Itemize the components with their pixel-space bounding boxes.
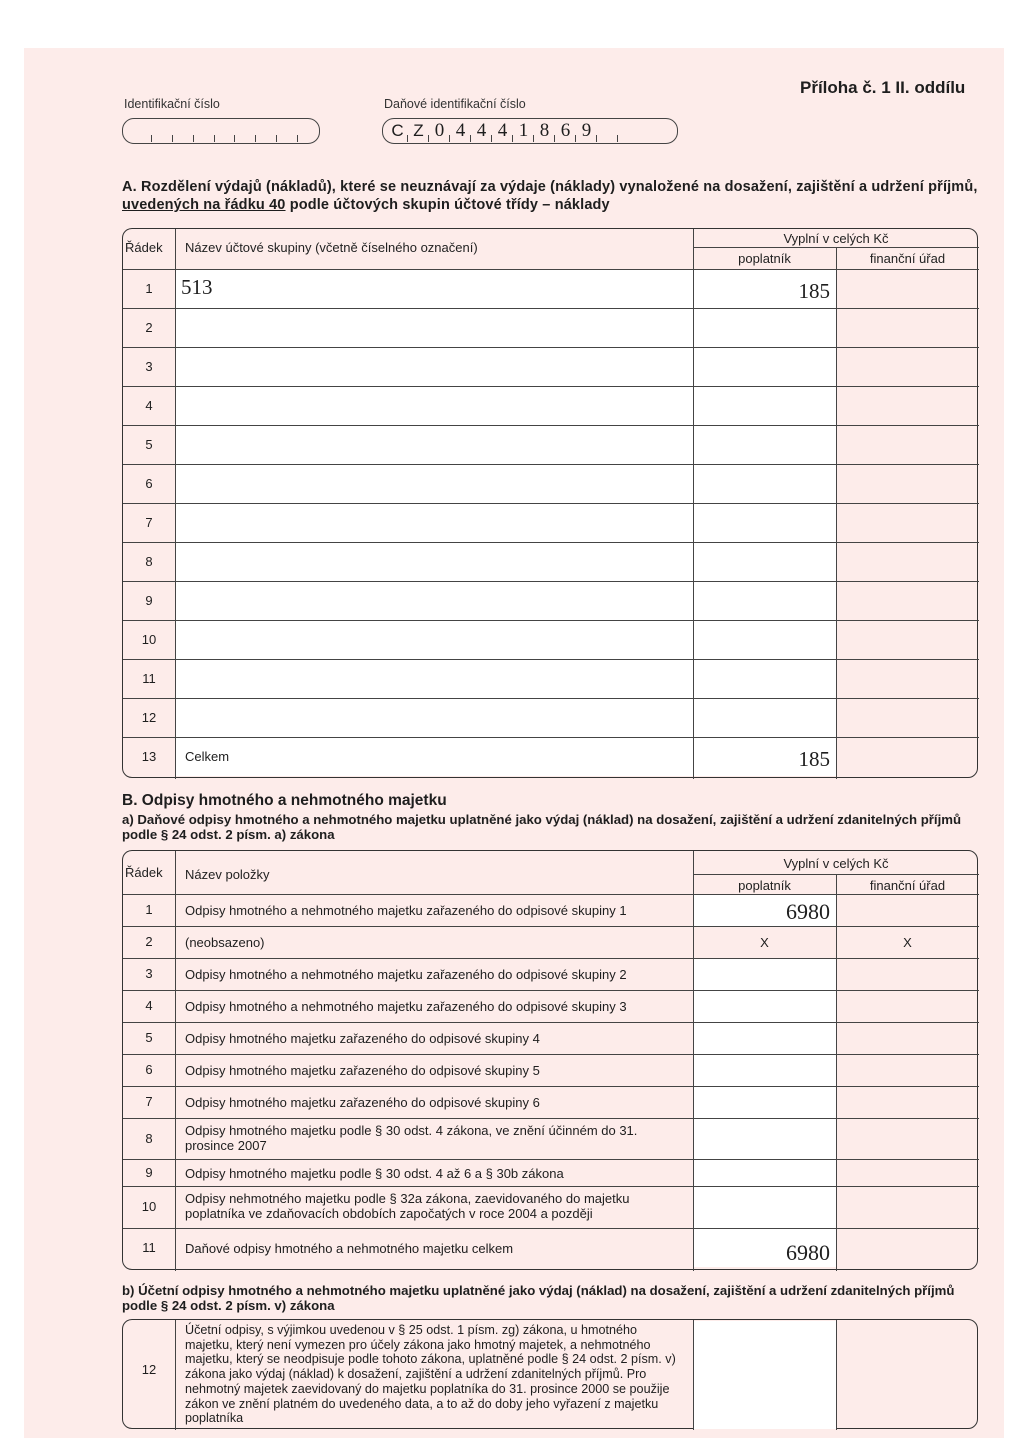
input-cell[interactable]: [176, 426, 693, 464]
item-name: Odpisy hmotného a nehmotného majetku zařazeného do odpisové skupiny 1: [185, 903, 627, 918]
column-divider: [175, 229, 176, 779]
input-cell[interactable]: [694, 348, 836, 386]
col-header-office: finanční úřad: [869, 251, 946, 266]
row-divider: [123, 1186, 979, 1187]
column-divider: [175, 1320, 176, 1430]
input-cell[interactable]: [694, 959, 836, 990]
row-number: 4: [145, 398, 153, 413]
input-cell[interactable]: [694, 1055, 836, 1086]
row-number: 12: [141, 710, 157, 725]
row-number: 4: [145, 998, 153, 1013]
input-cell[interactable]: [694, 309, 836, 347]
row-number: 6: [145, 476, 153, 491]
payer-amount: 6980: [786, 1240, 830, 1265]
row-number: 10: [141, 632, 157, 647]
row-divider: [123, 1159, 979, 1160]
input-cell[interactable]: [694, 660, 836, 698]
row-divider: [123, 386, 979, 387]
row-divider: [123, 1228, 979, 1229]
col-header-payer: poplatník: [738, 251, 791, 266]
input-cell[interactable]: [694, 1321, 836, 1429]
section-b-a-title: a) Daňové odpisy hmotného a nehmotného majetku uplatněné jako výdaj (náklad) na dosažení, zajištění a udržení zdanitelných příjmů podle § 24 odst. 2 písm. a) zákona: [122, 812, 962, 842]
column-divider: [836, 1320, 837, 1430]
input-cell[interactable]: [694, 504, 836, 542]
row-divider: [123, 1118, 979, 1119]
column-divider: [836, 247, 837, 779]
row-divider: [123, 1054, 979, 1055]
row-number: 1: [145, 902, 153, 917]
row-number: 9: [145, 593, 153, 608]
col-header-fill: Vyplní v celých Kč: [783, 856, 889, 871]
tax-id-label: Daňové identifikační číslo: [384, 97, 526, 111]
row-divider: [123, 737, 979, 738]
input-cell[interactable]: [694, 1087, 836, 1118]
row-divider: [123, 503, 979, 504]
section-b-b-title: b) Účetní odpisy hmotného a nehmotného majetku uplatněné jako výdaj (náklad) na dosažení, zajištění a udržení zdanitelných příjmů podle § 24 odst. 2 písm. v) zákona: [122, 1283, 955, 1313]
not-applicable-mark: X: [760, 935, 769, 950]
row-number: 5: [145, 1030, 153, 1045]
input-cell[interactable]: [176, 387, 693, 425]
item-name: Odpisy hmotného majetku zařazeného do odpisové skupiny 5: [185, 1063, 540, 1078]
row-divider: [123, 958, 979, 959]
row-number: 11: [142, 1239, 156, 1255]
col-header-row: Řádek: [125, 240, 163, 255]
input-cell[interactable]: [694, 1119, 836, 1159]
input-cell[interactable]: [176, 348, 693, 386]
input-cell[interactable]: [176, 699, 693, 737]
attachment-title: Příloha č. 1 II. oddílu: [800, 78, 966, 97]
tax-id-char: [618, 119, 639, 143]
input-cell[interactable]: [694, 1023, 836, 1054]
item-name: Účetní odpisy, s výjimkou uvedenou v § 25 odst. 1 písm. zg) zákona, u hmotného majetku, který není vymezen pro účely zákona jako hmotný majetek, a nehmotného majetku, který se neodpisuje podle tohoto zákona, uplatněné podle § 24 odst. 2 písm. v) zákona jako výdaj (náklad) k dosažení, zajištění a udržení zdanitelných příjmů. Pro nehmotný majetek zaevidovaný do majetku poplatníka do 31. prosince 2000 se použije zákon ve znění platném do uvedeného data, a to až do doby jeho vyřazení z majetku poplatníka: [185, 1323, 676, 1426]
input-cell[interactable]: [694, 1160, 836, 1186]
input-cell[interactable]: [176, 543, 693, 581]
input-cell[interactable]: [176, 738, 693, 776]
section-a-title: A. Rozdělení výdajů (nákladů), které se neuznávají za výdaje (náklady) vynaložené na dosažení, zajištění a udržení příjmů, uvedených na řádku 40 podle účtových skupin účtové třídy – náklady: [122, 179, 978, 213]
column-divider: [175, 851, 176, 1271]
item-name: Odpisy hmotného a nehmotného majetku zařazeného do odpisové skupiny 2: [185, 967, 627, 982]
col-header-office: finanční úřad: [869, 878, 946, 893]
input-cell[interactable]: [176, 309, 693, 347]
row-divider: [123, 698, 979, 699]
tax-id-char: 8: [534, 119, 555, 143]
row-number: 5: [145, 437, 153, 452]
input-cell[interactable]: [176, 621, 693, 659]
input-cell[interactable]: [694, 543, 836, 581]
id-number-field[interactable]: [122, 118, 320, 144]
input-cell[interactable]: [694, 991, 836, 1022]
row-number: 6: [145, 1062, 153, 1077]
item-name: Daňové odpisy hmotného a nehmotného majetku celkem: [185, 1240, 514, 1256]
col-header-name: Název účtové skupiny (včetně číselného označení): [185, 240, 478, 255]
total-label: Celkem: [185, 749, 230, 764]
row-number: 7: [145, 1094, 153, 1109]
tax-id-char: 9: [576, 119, 597, 143]
column-divider: [693, 1320, 694, 1430]
col-header-fill: Vyplní v celých Kč: [783, 231, 889, 246]
input-cell[interactable]: [694, 465, 836, 503]
row-divider: [123, 425, 979, 426]
input-cell[interactable]: [176, 504, 693, 542]
payer-amount: 185: [798, 279, 830, 303]
row-divider: [693, 247, 979, 248]
table-b-row12: [122, 1319, 978, 1429]
row-divider: [123, 659, 979, 660]
row-number: 3: [145, 359, 153, 374]
table-b: [122, 850, 978, 1270]
row-number: 9: [145, 1164, 153, 1180]
row-divider: [123, 308, 979, 309]
row-number: 3: [145, 966, 153, 981]
row-divider: [123, 542, 979, 543]
item-name: (neobsazeno): [185, 935, 265, 950]
row-number: 10: [141, 1199, 157, 1214]
column-divider: [693, 229, 694, 779]
input-cell[interactable]: [176, 582, 693, 620]
payer-amount: 6980: [786, 899, 830, 924]
row-divider: [123, 1022, 979, 1023]
input-cell[interactable]: [176, 270, 693, 308]
item-name: Odpisy hmotného majetku zařazeného do odpisové skupiny 4: [185, 1031, 540, 1046]
row-number: 12: [141, 1362, 157, 1377]
row-divider: [693, 874, 979, 875]
row-number: 2: [145, 934, 153, 949]
input-cell[interactable]: [694, 387, 836, 425]
input-cell[interactable]: [694, 582, 836, 620]
item-name: Odpisy hmotného a nehmotného majetku zařazeného do odpisové skupiny 3: [185, 999, 627, 1014]
row-divider: [123, 269, 979, 270]
payer-amount: 185: [798, 747, 830, 771]
tax-id-char: 0: [429, 119, 450, 143]
item-name: Odpisy hmotného majetku podle § 30 odst. 4 až 6 a § 30b zákona: [185, 1165, 564, 1181]
col-header-row: Řádek: [125, 865, 163, 880]
row-number: 8: [145, 554, 153, 569]
row-divider: [123, 620, 979, 621]
col-header-payer: poplatník: [738, 878, 791, 893]
input-cell[interactable]: [176, 465, 693, 503]
table-a: [122, 228, 978, 778]
item-name: Odpisy nehmotného majetku podle § 32a zákona, zaevidovaného do majetku poplatníka ve zdaňovacích obdobích započatých v roce 2004 a později: [185, 1191, 630, 1221]
section-b-title: B. Odpisy hmotného a nehmotného majetku: [122, 792, 447, 809]
row-number: 13: [141, 749, 157, 764]
column-divider: [836, 874, 837, 1271]
row-divider: [123, 1086, 979, 1087]
tax-id-char: Z: [408, 119, 429, 143]
input-cell[interactable]: [694, 426, 836, 464]
item-name: Odpisy hmotného majetku podle § 30 odst. 4 zákona, ve znění účinném do 31. prosince 2007: [185, 1123, 638, 1153]
input-cell[interactable]: [176, 660, 693, 698]
input-cell[interactable]: [694, 1187, 836, 1228]
row-divider: [123, 894, 979, 895]
row-divider: [123, 990, 979, 991]
id-label: Identifikační číslo: [124, 97, 220, 111]
tax-id-char: [597, 119, 618, 143]
tax-id-char: 4: [450, 119, 471, 143]
row-number: 11: [142, 671, 156, 686]
account-group-value: 513: [181, 275, 213, 299]
tax-id-char: 4: [492, 119, 513, 143]
col-header-name: Název položky: [185, 867, 270, 882]
row-number: 8: [145, 1130, 153, 1146]
row-number: 2: [145, 320, 153, 335]
input-cell[interactable]: [694, 699, 836, 737]
item-name: Odpisy hmotného majetku zařazeného do odpisové skupiny 6: [185, 1095, 540, 1110]
row-divider: [123, 926, 979, 927]
row-divider: [123, 581, 979, 582]
row-number: 7: [145, 515, 153, 530]
tax-id-char: 4: [471, 119, 492, 143]
not-applicable-mark: X: [903, 935, 912, 950]
input-cell[interactable]: [694, 621, 836, 659]
tax-id-char: 6: [555, 119, 576, 143]
tax-id-field[interactable]: [382, 118, 678, 144]
tax-id-char: 1: [513, 119, 534, 143]
row-number: 1: [145, 281, 153, 296]
tax-id-char: C: [387, 119, 408, 143]
row-divider: [123, 464, 979, 465]
row-divider: [123, 347, 979, 348]
